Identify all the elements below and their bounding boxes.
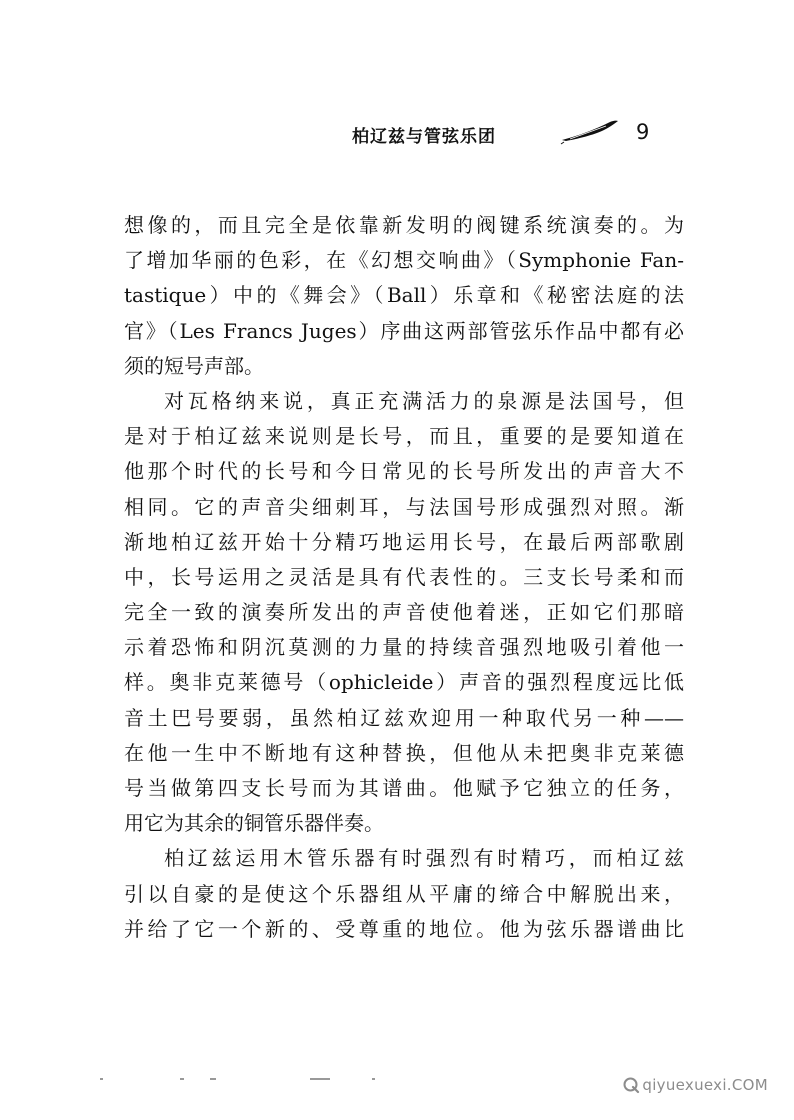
watermark-text: qiyuexuexi.COM — [642, 1076, 768, 1094]
text-line: tastique）中的《舞会》（Ball）乐章和《秘密法庭的法 — [124, 283, 684, 308]
text-line: 他那个时代的长号和今日常见的长号所发出的声音大不 — [124, 459, 684, 484]
text-line: 音土巴号要弱，虽然柏辽兹欢迎用一种取代另一种—— — [124, 705, 684, 730]
text-line: 渐地柏辽兹开始十分精巧地运用长号，在最后两部歌剧 — [124, 529, 684, 554]
site-watermark — [622, 1076, 768, 1094]
text-line: 中，长号运用之灵活是具有代表性的。三支长号柔和而 — [124, 564, 684, 589]
text-line: 对瓦格纳来说，真正充满活力的泉源是法国号，但 — [164, 388, 684, 413]
text-line: 并给了它一个新的、受尊重的地位。他为弦乐器谱曲比 — [124, 916, 684, 941]
scan-mark — [100, 1078, 103, 1080]
text-line: 须的短号声部。 — [124, 353, 264, 378]
text-line: 号当做第四支长号而为其谱曲。他赋予它独立的任务， — [124, 776, 684, 800]
scan-mark — [180, 1078, 184, 1080]
text-line: 是对于柏辽兹来说则是长号，而且，重要的是要知道在 — [124, 424, 684, 449]
text-line: 完全一致的演奏所发出的声音使他着迷，正如它们那暗 — [124, 600, 684, 625]
page-number: 9 — [636, 120, 650, 144]
text-line: 引以自豪的是使这个乐器组从平庸的缔合中解脱出来， — [124, 881, 684, 906]
text-line: 柏辽兹运用木管乐器有时强烈有时精巧，而柏辽兹 — [164, 846, 684, 871]
text-line: 了增加华丽的色彩，在《幻想交响曲》（Symphonie Fan- — [124, 248, 684, 273]
running-head — [352, 118, 672, 152]
scan-mark — [372, 1078, 375, 1080]
text-line: 示着恐怖和阴沉莫测的力量的持续音强烈地吸引着他一 — [124, 635, 684, 660]
scan-marks — [100, 1074, 400, 1084]
text-line: 在他一生中不断地有这种替换，但他从未把奥非克莱德 — [124, 740, 684, 765]
text-line: 样。奥非克莱德号（ophicleide）声音的强烈程度远比低 — [124, 670, 684, 695]
body-text — [124, 208, 684, 947]
text-line: 相同。它的声音尖细刺耳，与法国号形成强烈对照。渐 — [124, 494, 684, 519]
q-logo-icon — [622, 1076, 640, 1094]
running-title: 柏辽兹与管弦乐团 — [352, 127, 496, 147]
text-line: 官》（Les Francs Juges）序曲这两部管弦乐作品中都有必 — [124, 318, 684, 343]
text-line: 用它为其余的铜管乐器伴奏。 — [124, 811, 384, 836]
scan-mark — [210, 1078, 216, 1080]
text-line: 想像的，而且完全是依靠新发明的阀键系统演奏的。为 — [124, 213, 684, 237]
scan-mark — [310, 1078, 330, 1080]
quill-icon — [560, 118, 620, 146]
